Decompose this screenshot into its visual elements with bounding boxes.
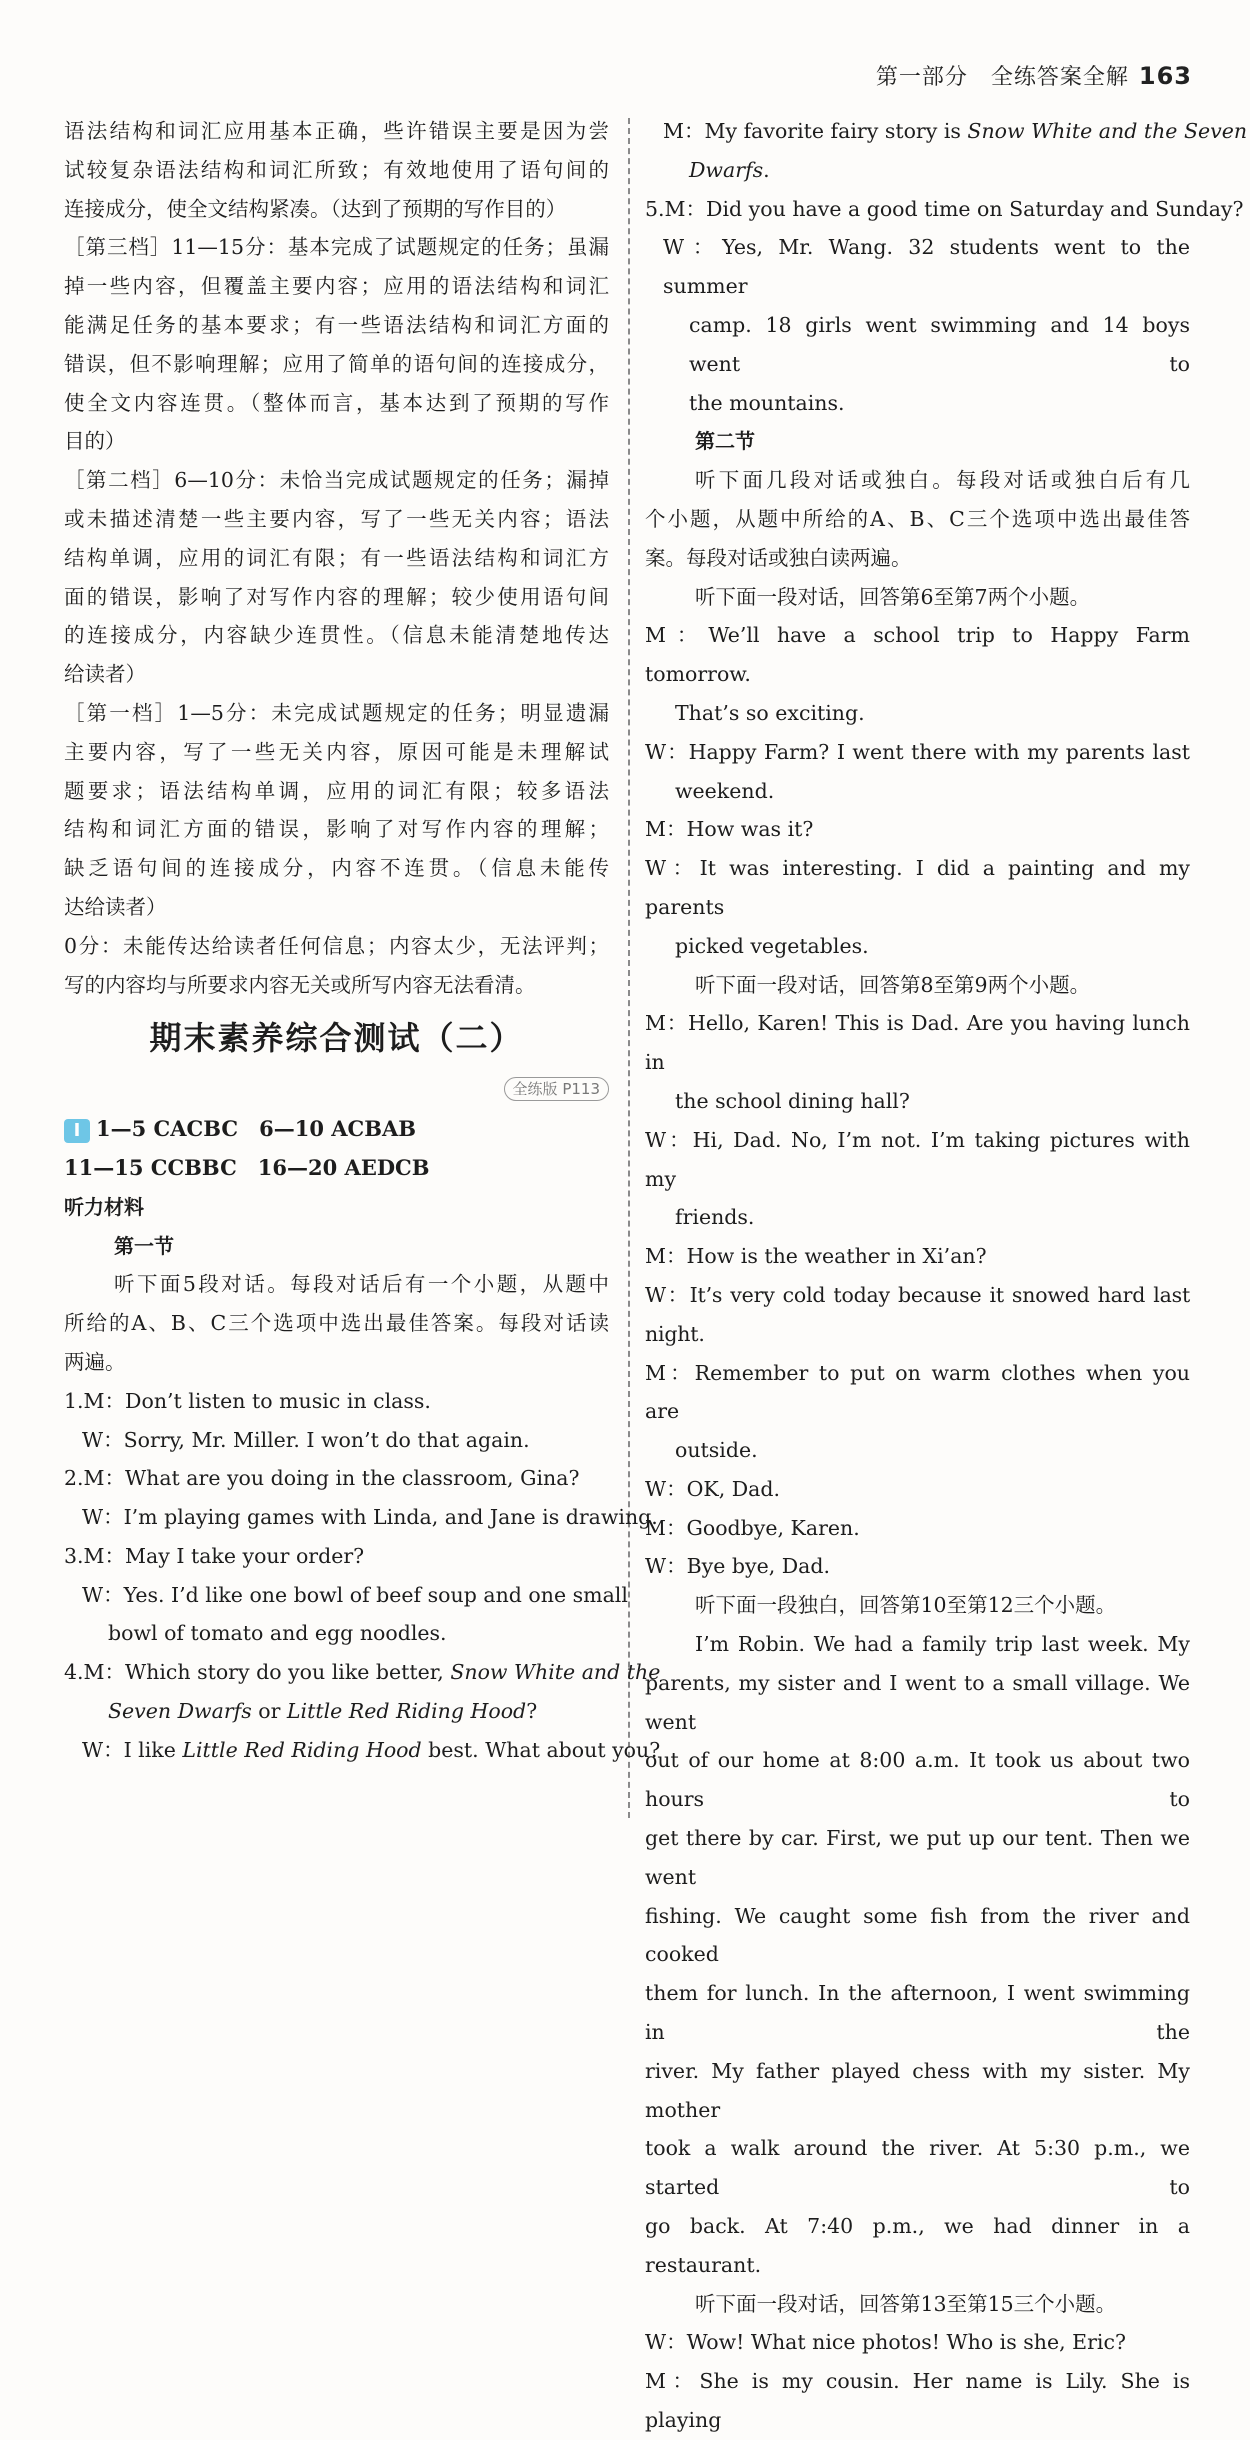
dialogue-line: M：She is my cousin. Her name is Lily. She is playing — [645, 2369, 1190, 2433]
story-title: Seven Dwarfs — [108, 1699, 252, 1724]
criteria-line: 目的） — [64, 429, 126, 454]
dialogue-text: or — [251, 1699, 287, 1724]
instruction-line: 个小题，从题中所给的A、B、C三个选项中选出最佳答 — [645, 506, 1190, 531]
criteria-line: 掉一些内容，但覆盖主要内容；应用的语法结构和词汇 — [64, 274, 609, 299]
answer-line-2: 11—15 CCBBC 16—20 AEDCB — [64, 1154, 430, 1180]
instruction-line: 听下面一段对话，回答第8至第9两个小题。 — [695, 972, 1091, 997]
dialogue-line: the school dining hall? — [675, 1088, 910, 1113]
dialogue-line: 1.M：Don’t listen to music in class. — [64, 1388, 431, 1413]
scoring-criteria — [64, 112, 609, 1004]
dialogue-line: M：Remember to put on warm clothes when you are — [645, 1360, 1190, 1424]
dialogue-line: W：I’m playing games with Linda, and Jane is drawing. — [82, 1505, 658, 1530]
dialogue-line: W：Happy Farm? I went there with my parents last — [645, 739, 1190, 764]
dialogue-line: 3.M：May I take your order? — [64, 1543, 365, 1568]
dialogue-line: 2.M：What are you doing in the classroom, Gina? — [64, 1466, 580, 1491]
criteria-line: 0分：未能传达给读者任何信息；内容太少，无法评判； — [64, 933, 609, 958]
criteria-line: 结构和词汇方面的错误，影响了对写作内容的理解； — [64, 817, 609, 842]
criteria-line: 结构单调，应用的词汇有限；有一些语法结构和词汇方 — [64, 545, 609, 570]
answer-line-1 — [64, 1110, 609, 1149]
criteria-line: 写的内容均与所要求内容无关或所写内容无法看清。 — [64, 972, 536, 997]
material-heading: 听力材料 — [64, 1194, 144, 1219]
criteria-line: ［第一档］1—5分：未完成试题规定的任务；明显遗漏 — [64, 700, 609, 725]
criteria-line: ［第三档］11—15分：基本完成了试题规定的任务；虽漏 — [64, 235, 609, 260]
story-title: Dwarfs — [689, 157, 764, 182]
dialogue-line: W：Yes, Mr. Wang. 32 students went to the summer — [663, 235, 1190, 299]
test-title-block — [64, 1016, 609, 1062]
monologue-line: out of our home at 8:00 a.m. It took us about two hours to — [645, 1748, 1190, 1812]
dialogue-text: best. What about you? — [421, 1737, 661, 1762]
monologue-line: river. My father played chess with my sister. My mother — [645, 2058, 1190, 2122]
dialogue-line — [64, 1692, 609, 1731]
story-title: Little Red Riding Hood — [286, 1699, 527, 1724]
dialogue-line: the mountains. — [689, 390, 845, 415]
dialogue-line: W：OK, Dad. — [645, 1476, 781, 1501]
criteria-line: 语法结构和词汇应用基本正确，些许错误主要是因为尝 — [64, 119, 609, 143]
reference-row — [64, 1068, 609, 1098]
column-divider — [628, 118, 630, 1818]
criteria-line: 达给读者） — [64, 894, 167, 919]
dialogue-line: M：Goodbye, Karen. — [645, 1515, 860, 1540]
dialogue-line: W：Yes. I’d like one bowl of beef soup and one small — [82, 1582, 628, 1607]
left-column — [64, 112, 661, 1770]
instruction-line: 听下面一段对话，回答第6至第7两个小题。 — [695, 584, 1091, 609]
dialogue-line: M：Hello, Karen! This is Dad. Are you having lunch in — [645, 1011, 1190, 1075]
instruction-line: 听下面5段对话。每段对话后有一个小题，从题中 — [114, 1272, 609, 1297]
monologue-line: them for lunch. In the afternoon, I went swimming in the — [645, 1981, 1190, 2045]
dialogue-line: camp. 18 girls went swimming and 14 boys went to — [689, 312, 1190, 376]
dialogue-line — [645, 151, 1190, 190]
dialogue-line: M：We’ll have a school trip to Happy Farm tomorrow. — [645, 623, 1190, 687]
story-title: Snow White and the — [450, 1660, 661, 1685]
monologue-line: go back. At 7:40 p.m., we had dinner in a restaurant. — [645, 2214, 1190, 2277]
criteria-line: 连接成分，使全文结构紧凑。（达到了预期的写作目的） — [64, 196, 567, 221]
monologue-line: took a walk around the river. At 5:30 p.m., we started to — [645, 2136, 1190, 2200]
criteria-line: 使全文内容连贯。（整体而言，基本达到了预期的写作 — [64, 390, 609, 415]
dialogue-line: That’s so exciting. — [675, 700, 865, 725]
section-1-heading: 第一节 — [114, 1233, 174, 1258]
dialogue-line: friends. — [675, 1205, 755, 1230]
dialogue-line — [64, 1653, 661, 1692]
instruction-line: 案。每段对话或独白读两遍。 — [645, 545, 912, 570]
section-badge: I — [64, 1119, 90, 1143]
story-title: Snow White and the Seven — [967, 119, 1248, 143]
test-title: 期末素养综合测试（二） — [149, 1019, 524, 1058]
dialogue-line: W：Bye bye, Dad. — [645, 1554, 831, 1579]
monologue-line: I’m Robin. We had a family trip last week. My — [695, 1632, 1190, 1657]
dialogue-text: . — [763, 157, 770, 182]
section-2-heading: 第二节 — [695, 429, 755, 454]
dialogue-line: W：Hi, Dad. No, I’m not. I’m taking pictures with my — [645, 1127, 1190, 1191]
instruction-line: 听下面一段对话，回答第13至第15三个小题。 — [695, 2291, 1117, 2316]
monologue-line: get there by car. First, we put up our tent. Then we went — [645, 1826, 1190, 1889]
dialogue-text: M：My favorite fairy story is — [663, 119, 968, 143]
dialogue-line — [645, 112, 1248, 151]
dialogue-line — [64, 1731, 661, 1770]
dialogue-line: W：Wow! What nice photos! Who is she, Eric? — [645, 2330, 1126, 2355]
monologue-line: parents, my sister and I went to a small village. We went — [645, 1670, 1190, 1734]
instruction-line: 所给的A、B、C三个选项中选出最佳答案。每段对话读 — [64, 1311, 609, 1336]
criteria-line: 的连接成分，内容缺少连贯性。（信息未能清楚地传达 — [64, 623, 609, 648]
dialogue-line: M：How is the weather in Xi’an? — [645, 1244, 987, 1269]
dialogue-line: W：Sorry, Mr. Miller. I won’t do that again. — [82, 1427, 530, 1452]
instruction-line: 两遍。 — [64, 1349, 126, 1374]
answers-1-10: 1—5 CACBC 6—10 ACBAB — [96, 1116, 417, 1142]
criteria-line: 缺乏语句间的连接成分，内容不连贯。（信息未能传 — [64, 856, 609, 881]
criteria-line: 面的错误，影响了对写作内容的理解；较少使用语句间 — [64, 584, 609, 609]
dialogue-text: ? — [526, 1699, 538, 1724]
monologue-line: fishing. We caught some fish from the river and cooked — [645, 1903, 1190, 1967]
criteria-line: 给读者） — [64, 662, 146, 687]
dialogue-line: 5.M：Did you have a good time on Saturday and Sunday? — [645, 196, 1244, 221]
page-number: 163 — [1138, 62, 1192, 90]
dialogue-line: weekend. — [675, 778, 775, 803]
page-header — [876, 60, 1192, 91]
story-title: Little Red Riding Hood — [182, 1737, 422, 1762]
criteria-line: 能满足任务的基本要求；有一些语法结构和词汇方面的 — [64, 312, 609, 337]
right-column — [645, 112, 1248, 2440]
dialogue-line: M：How was it? — [645, 817, 814, 842]
instruction-line: 听下面一段独白，回答第10至第12三个小题。 — [695, 1593, 1117, 1618]
dialogue-text: W：I like — [82, 1737, 183, 1762]
dialogue-line: outside. — [675, 1438, 758, 1463]
reference-badge: 全练版 P113 — [504, 1077, 609, 1101]
criteria-line: 试较复杂语法结构和词汇所致；有效地使用了语句间的 — [64, 157, 609, 182]
criteria-line: 错误，但不影响理解；应用了简单的语句间的连接成分， — [64, 351, 609, 376]
section-title: 第一部分 全练答案全解 — [875, 65, 1129, 90]
dialogue-line: picked vegetables. — [675, 933, 869, 958]
dialogue-line: W：It was interesting. I did a painting and my parents — [645, 856, 1190, 919]
dialogue-line: W：It’s very cold today because it snowed hard last night. — [645, 1282, 1190, 1346]
instruction-line: 听下面几段对话或独白。每段对话或独白后有几 — [695, 468, 1190, 493]
criteria-line: 题要求；语法结构单调，应用的词汇有限；较多语法 — [64, 778, 609, 803]
criteria-line: ［第二档］6—10分：未恰当完成试题规定的任务；漏掉 — [64, 468, 609, 493]
dialogue-text: 4.M：Which story do you like better, — [64, 1660, 451, 1685]
criteria-line: 主要内容，写了一些无关内容，原因可能是未理解试 — [64, 739, 609, 764]
dialogue-line: bowl of tomato and egg noodles. — [108, 1621, 447, 1646]
criteria-line: 或未描述清楚一些主要内容，写了一些无关内容；语法 — [64, 506, 609, 531]
